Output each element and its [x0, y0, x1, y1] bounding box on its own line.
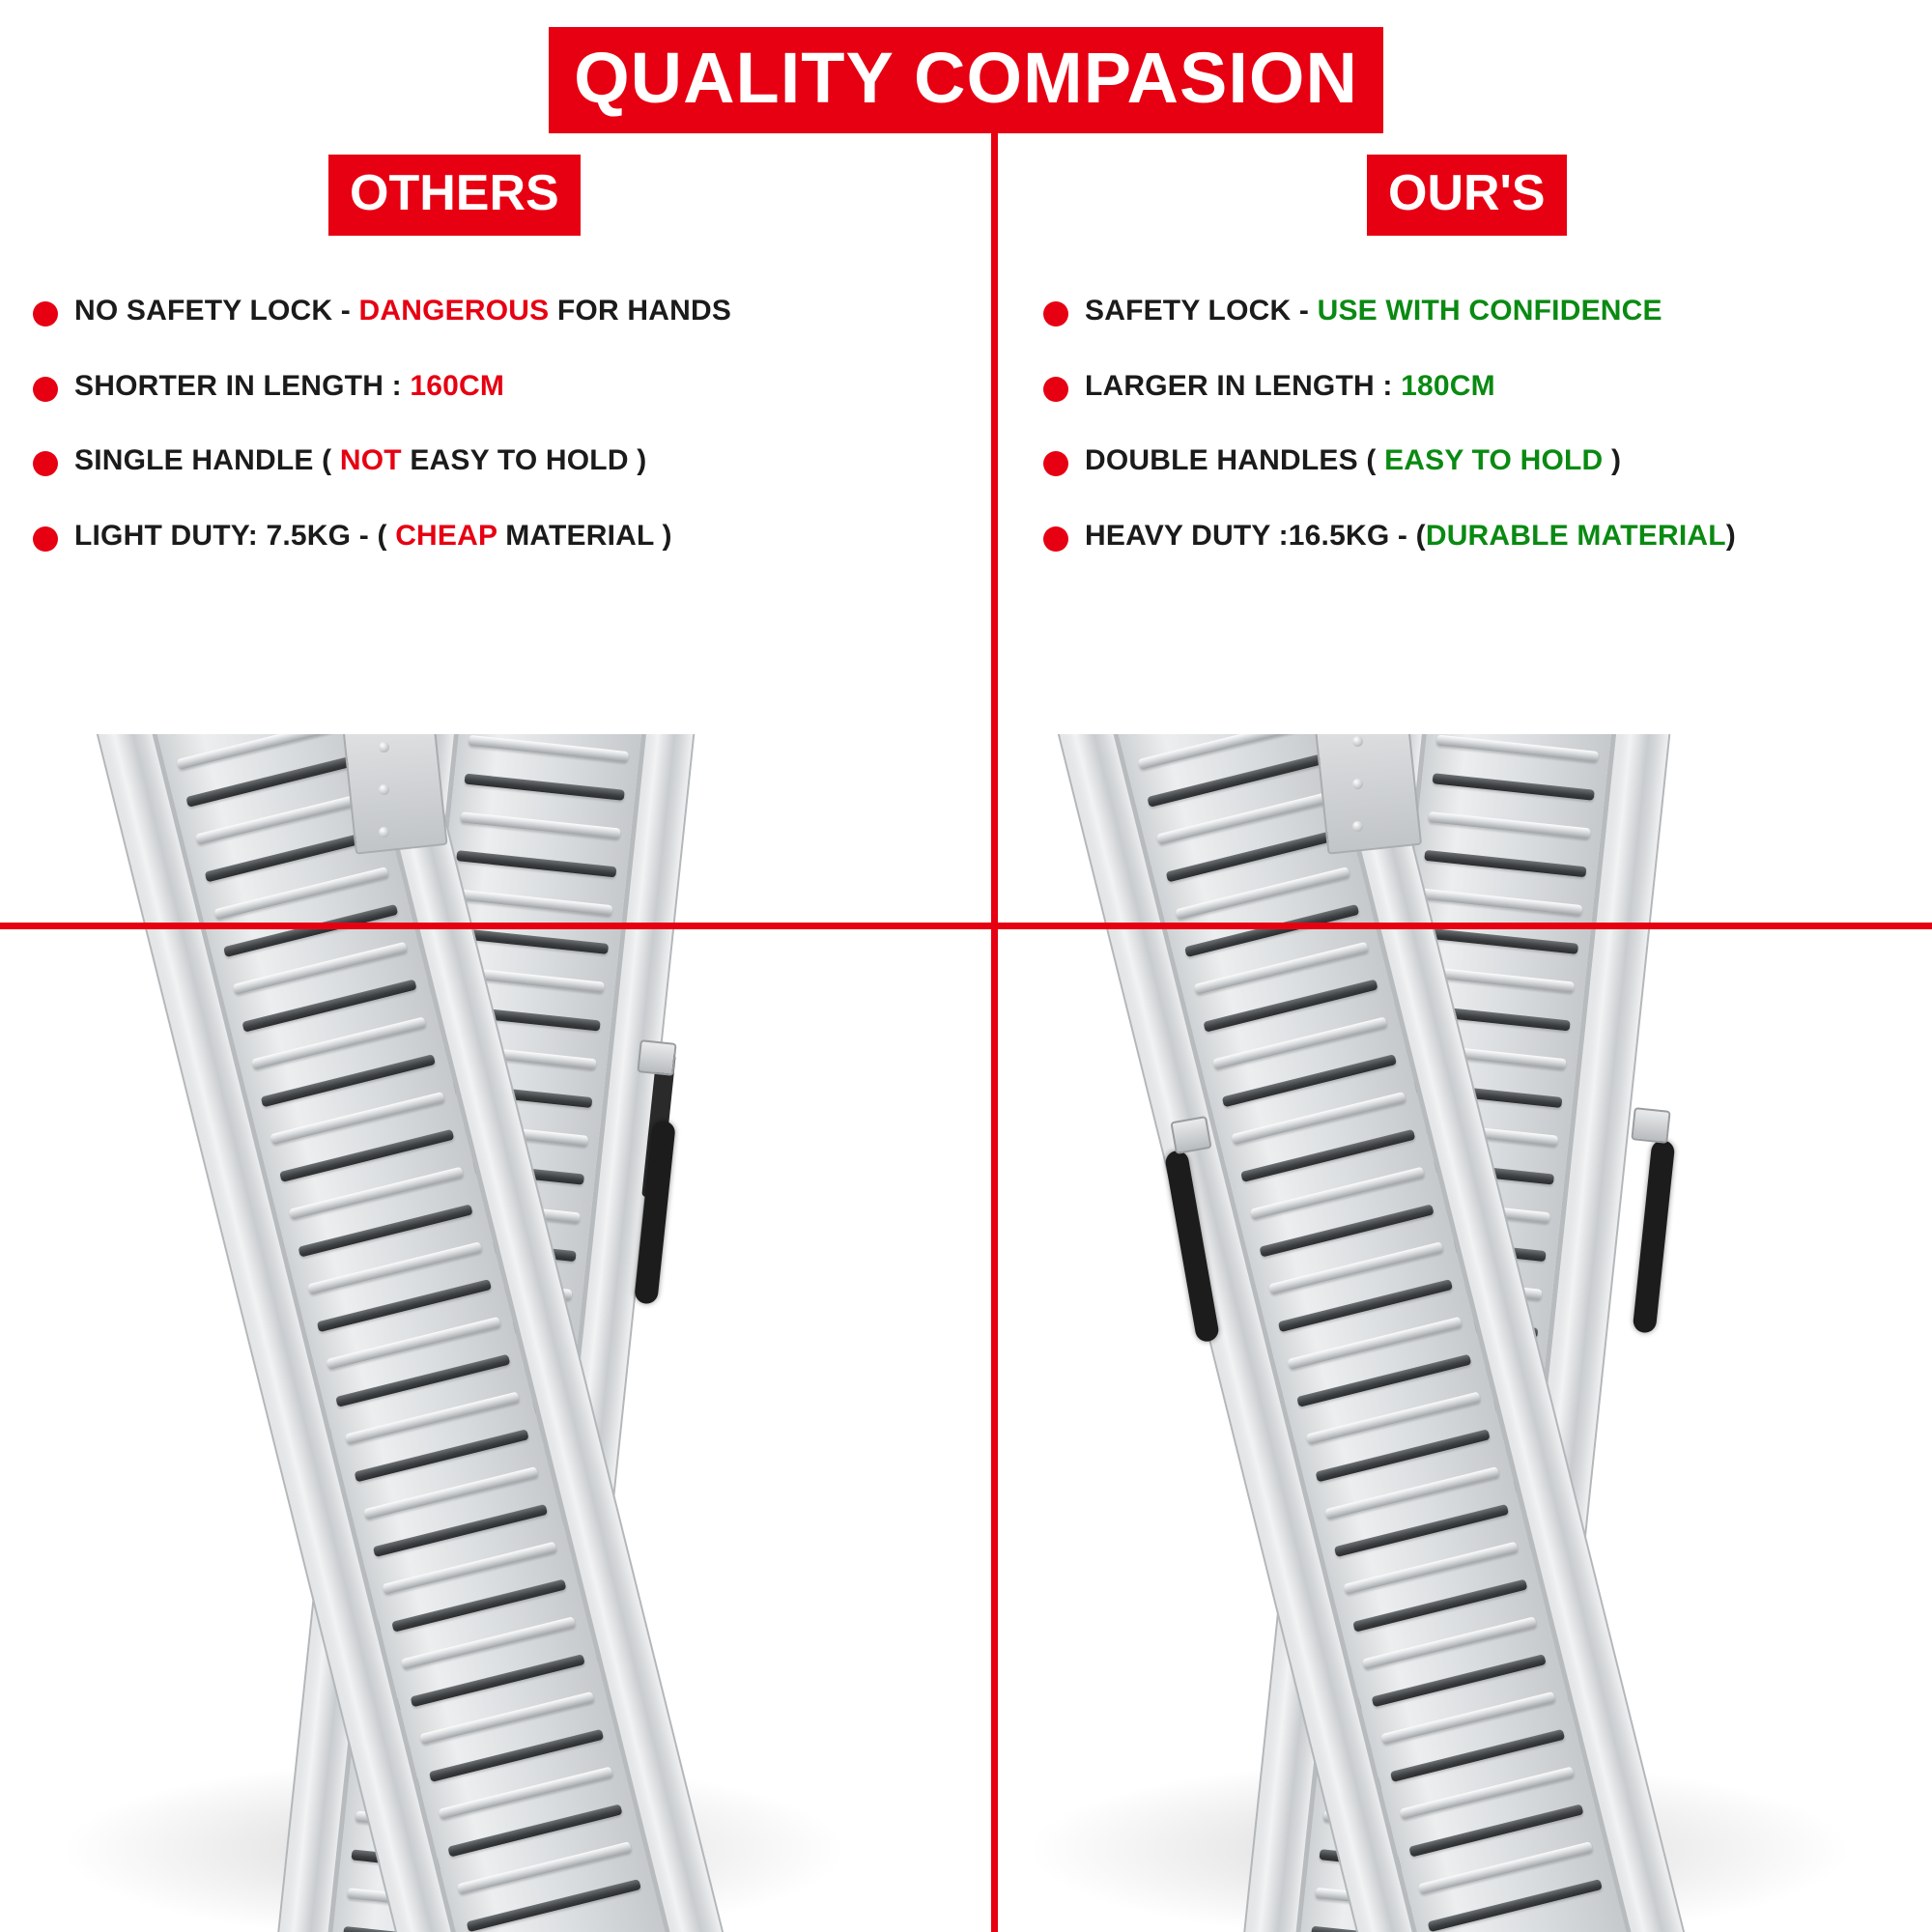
bullet-dot-icon	[33, 377, 58, 402]
bullet-dot-icon	[33, 451, 58, 476]
bullet-dot-icon	[33, 526, 58, 552]
product-image-ours	[966, 734, 1932, 1932]
product-photos	[0, 734, 1932, 1932]
list-item	[33, 444, 980, 477]
list-item	[1043, 295, 1932, 327]
bullet-text: NO SAFETY LOCK - DANGEROUS FOR HANDS	[74, 295, 732, 327]
vertical-divider	[991, 68, 998, 1932]
list-item	[33, 370, 980, 403]
safety-lock-plate	[1312, 734, 1422, 855]
bullet-dot-icon	[1043, 301, 1068, 327]
page-title	[0, 27, 1932, 133]
strap-buckle	[1631, 1107, 1670, 1144]
list-item	[1043, 444, 1932, 477]
bullet-text: LIGHT DUTY: 7.5KG - ( CHEAP MATERIAL )	[74, 519, 672, 552]
hinge-plate	[340, 734, 447, 855]
bullet-dot-icon	[1043, 377, 1068, 402]
column-heading-ours	[1367, 155, 1567, 236]
bullet-dot-icon	[1043, 526, 1068, 552]
column-heading-ours-label: OUR'S	[1367, 155, 1567, 236]
page-title-badge: QUALITY COMPASION	[549, 27, 1383, 133]
bullet-text: SAFETY LOCK - USE WITH CONFIDENCE	[1085, 295, 1662, 327]
bullet-text: SINGLE HANDLE ( NOT EASY TO HOLD )	[74, 444, 647, 477]
list-item	[1043, 370, 1932, 403]
strap-buckle	[637, 1039, 676, 1076]
handle-right	[1633, 1139, 1676, 1333]
column-heading-others	[328, 155, 581, 236]
bullet-list-ours	[1043, 295, 1932, 594]
list-item	[1043, 520, 1932, 553]
product-image-others	[0, 734, 966, 1932]
bullet-text: DOUBLE HANDLES ( EASY TO HOLD )	[1085, 444, 1622, 477]
strap-buckle	[1170, 1116, 1211, 1154]
bullet-text: SHORTER IN LENGTH : 160CM	[74, 369, 505, 402]
column-heading-others-label: OTHERS	[328, 155, 581, 236]
bullet-list-others	[33, 295, 980, 594]
list-item	[33, 520, 980, 553]
bullet-text: HEAVY DUTY :16.5KG - (DURABLE MATERIAL)	[1085, 519, 1736, 552]
bullet-dot-icon	[33, 301, 58, 327]
bullet-text: LARGER IN LENGTH : 180CM	[1085, 369, 1495, 402]
horizontal-divider	[0, 923, 1932, 929]
bullet-dot-icon	[1043, 451, 1068, 476]
list-item	[33, 295, 980, 327]
